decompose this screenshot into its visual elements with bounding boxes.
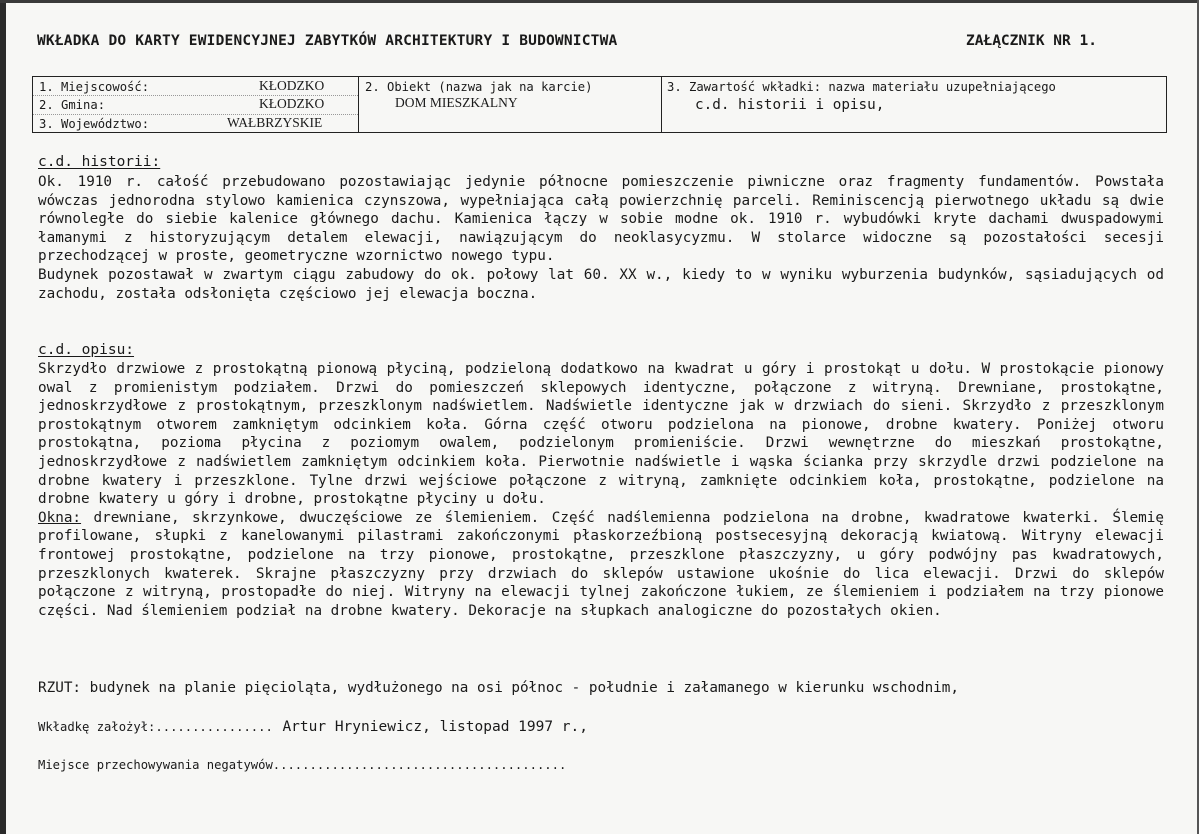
scan-edge-top <box>0 0 1199 3</box>
voivodeship-label: 3. Województwo: <box>39 117 150 131</box>
object-label: 2. Obiekt (nazwa jak na karcie) <box>365 80 593 94</box>
location-cell <box>33 77 359 132</box>
contents-label: 3. Zawartość wkładki: nazwa materiału uzupełniającego <box>667 80 1056 94</box>
floor-plan-note: RZUT: budynek na planie pięcioląta, wydłużonego na osi północ - południe i załamanego w kierunku wschodnim, <box>38 680 959 696</box>
windows-text: drewniane, skrzynkowe, dwuczęściowe ze ślemieniem. Część nadślemienna podzielona na drobne, kwadratowe kwaterki. Ślemię profilowane, słupki z kanelowanymi pilastrami zakończonymi płaskorzeźbioną postsecesyjną dekoracją kwiatową. Witryny elewacji frontowej prostokątne, podzielone na trzy pionowe, prostokątne, przeszklone płaszczyzny, u góry podwójny pas kwadratowych, przeszklonych kwaterek. Skrajne płaszczyzny przy drzwiach do sklepów ustawione ukośnie do lica elewacji. Drzwi do sklepów połączone z witryną, prostopadłe do niej. Witryny na elewacji tylnej zakończone łukiem, ze ślemieniem i podziałem na trzy pionowe części. Nad ślemieniem podział na drobne kwatery. Dekoracje na słupkach analogiczne do pozostałych okien. <box>38 509 1164 619</box>
author-value: Artur Hryniewicz, listopad 1997 r., <box>282 719 588 735</box>
voivodeship-value: WAŁBRZYSKIE <box>227 115 323 130</box>
author-label: Wkładkę założył:................ <box>38 720 273 734</box>
contents-value: c.d. historii i opisu, <box>695 97 885 113</box>
identification-box <box>32 76 1167 133</box>
history-heading: c.d. historii: <box>38 154 161 170</box>
town-label: 1. Miejscowość: <box>39 80 150 94</box>
commune-label: 2. Gmina: <box>39 98 106 112</box>
history-paragraph: Ok. 1910 r. całość przebudowano pozostawiając jedynie północne pomieszczenie piwniczne oraz fragmenty fundamentów. Powstała wówczas jednorodna stylowo kamienica czynszowa, wypełniająca całą powierzchnię parceli. Reminiscencją pierwotnego układu są dwie równoległe do siebie kalenice głównego dachu. Kamienica łączy w sobie modne ok. 1910 r. wybudówki kryte dachami dwuspadowymi łamanymi z historyzującym detalem elewacji, nawiązującym do neoklasycyzmu. W stolarce widoczne są pozostałości secesji przechodzącej w proste, geometryczne wzornictwo nowego typu. <box>38 174 1164 265</box>
commune-value: KŁODZKO <box>259 96 325 111</box>
windows-paragraph <box>38 509 1164 621</box>
negatives-label: Miejsce przechowywania negatywów........................................ <box>38 758 567 772</box>
author-line <box>38 716 588 735</box>
annex-number: ZAŁĄCZNIK NR 1. <box>966 33 1097 49</box>
windows-label: Okna: <box>38 509 82 526</box>
description-text <box>38 360 1164 620</box>
object-cell <box>359 77 662 132</box>
history-text <box>38 173 1164 303</box>
town-value: KŁODZKO <box>259 78 325 93</box>
negatives-line <box>38 754 566 773</box>
scan-edge-left <box>0 0 6 834</box>
doors-paragraph: Skrzydło drzwiowe z prostokątną pionową płyciną, podzieloną dodatkowo na kwadrat u góry i prostokąt u dołu. W prostokącie pionowy owal z promienistym podziałem. Drzwi do pomieszczeń sklepowych identyczne, połączone z witryną. Drewniane, prostokątne, jednoskrzydłowe z prostokątnym, przeszklonym nadświetlem. Nadświetle identyczne jak w drzwiach do sieni. Skrzydło z przeszklonym prostokątnym otworem zamkniętym odcinkiem koła. Górna część otworu podzielona na pionowe, drobne kwatery. Poniżej otworu prostokątna, pozioma płycina z poziomym owalem, podzielonym promieniście. Drzwi wewnętrzne do mieszkań prostokątne, jednoskrzydłowe z nadświetlem zamkniętym odcinkiem koła. Pierwotnie nadświetle i wąska ścianka przy skrzydle drzwi podzielone na drobne kwatery i przeszklone. Tylne drzwi wejściowe połączone z witryną, zamknięte odcinkiem koła, prostokątne, podzielone na drobne kwatery u góry i drobne, prostokątne płyciny u dołu. <box>38 361 1164 508</box>
object-value: DOM MIESZKALNY <box>395 95 518 110</box>
form-title: WKŁADKA DO KARTY EWIDENCYJNEJ ZABYTKÓW ARCHITEKTURY I BUDOWNICTWA <box>37 33 618 49</box>
contents-cell <box>662 77 1166 132</box>
description-heading: c.d. opisu: <box>38 342 135 358</box>
history-paragraph: Budynek pozostawał w zwartym ciągu zabudowy do ok. połowy lat 60. XX w., kiedy to w wyniku wyburzenia budynków, sąsiadujących od zachodu, została odsłonięta częściowo jej elewacja boczna. <box>38 266 1164 302</box>
